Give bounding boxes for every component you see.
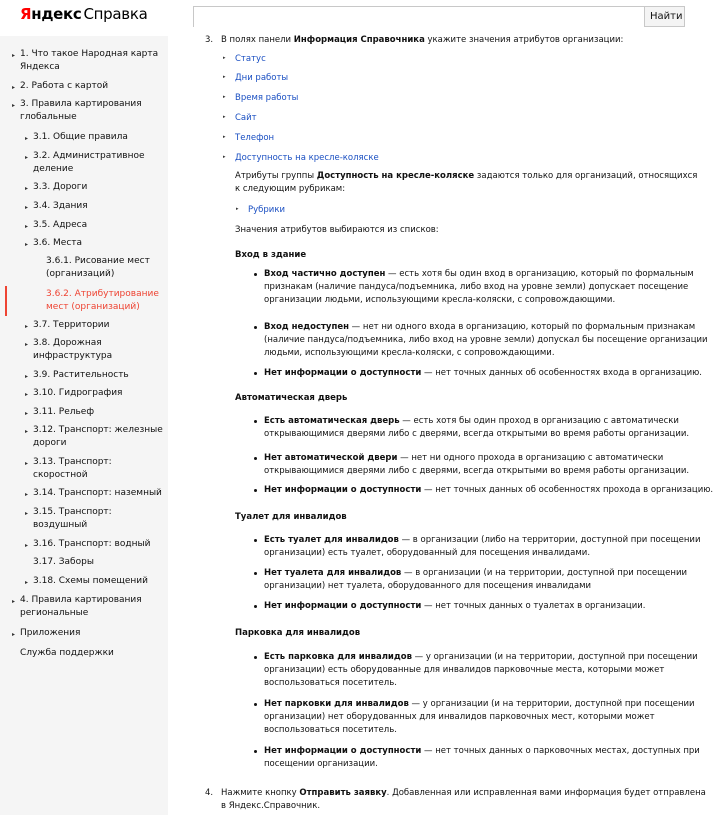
bullet-dot-icon <box>254 656 257 659</box>
expand-arrow-icon[interactable]: ▸ <box>25 510 29 517</box>
bullet-dot-icon <box>254 703 257 706</box>
search-input[interactable] <box>194 9 644 28</box>
step-text: В полях панели Информация Справочника укажите значения атрибутов организации: <box>221 35 624 45</box>
expand-arrow-icon[interactable]: ▸ <box>25 341 29 348</box>
option-description: признакам (наличие пандуса/подъемника, либо вход на уровне земли) допускает посещение <box>264 282 689 292</box>
sidebar-item[interactable] <box>12 48 159 74</box>
sidebar-item[interactable] <box>12 80 109 93</box>
attribute-link[interactable]: Время работы <box>235 93 299 103</box>
expand-arrow-icon[interactable]: ▸ <box>25 579 29 586</box>
sidebar-item-label-cont: воздушный <box>33 520 88 530</box>
sidebar-item-label: 1. Что такое Народная карта <box>20 49 159 59</box>
expand-arrow-icon[interactable]: ▸ <box>25 428 29 435</box>
sidebar-item-label: Служба поддержки <box>20 648 114 658</box>
option-description: Есть автоматическая дверь — есть хотя бы один проход в организацию с автоматически <box>264 416 679 426</box>
option-description: открывающимися дверями либо с дверями, всегда открытыми во время работы организации. <box>264 466 690 476</box>
step-text: Нажмите кнопку Отправить заявку. Добавленная или исправленная вами информация будет отправлена <box>221 788 706 798</box>
sidebar-item-label-cont: скоростной <box>33 470 88 480</box>
step-text: в Яндекс.Справочник. <box>221 801 321 811</box>
active-indicator <box>5 286 7 316</box>
sidebar-item[interactable] <box>25 237 83 250</box>
sidebar-item[interactable] <box>25 181 88 194</box>
sidebar-item-label: 3.17. Заборы <box>33 557 94 567</box>
expand-arrow-icon[interactable]: ▸ <box>25 185 29 192</box>
option-description: Есть туалет для инвалидов — в организации (либо на территории, доступной при посещении <box>264 535 701 545</box>
sidebar-item[interactable] <box>25 406 95 419</box>
option-description: Нет туалета для инвалидов — в организации (и на территории, доступной при посещении <box>264 568 687 578</box>
option-description: Нет информации о доступности — нет точных данных об особенностях входа в организацию. <box>264 368 702 378</box>
attribute-link[interactable]: Доступность на кресле-коляске <box>235 153 379 163</box>
sidebar-item-label: 3.5. Адреса <box>33 220 88 230</box>
option-description: организации) нет туалета, оборудованного для посещения инвалидами <box>264 581 592 591</box>
sidebar-item-label: 3.6. Места <box>33 238 83 248</box>
option-description: воспользоваться посетитель. <box>264 678 397 688</box>
sidebar-item-label-cont: деление <box>33 164 74 174</box>
option-description: Есть парковка для инвалидов — у организации (и на территории, доступной при посещении <box>264 652 698 662</box>
sidebar-item-label-cont: (организаций) <box>46 269 115 279</box>
search-box[interactable] <box>193 6 645 27</box>
option-description: Вход недоступен — нет ни одного входа в организацию, который по формальным признакам <box>264 322 696 332</box>
yandex-help-logo[interactable] <box>20 5 148 23</box>
header <box>0 0 683 32</box>
option-description: (наличие пандуса/подъемника, либо вход на уровне земли) допускал бы посещение организации <box>264 335 708 345</box>
list-bullet-icon: ▸ <box>223 74 226 80</box>
sidebar-nav <box>0 36 168 815</box>
sidebar-item[interactable] <box>25 337 113 363</box>
sidebar-item[interactable] <box>25 487 162 500</box>
list-bullet-icon: ▸ <box>236 206 239 212</box>
section-title: Вход в здание <box>235 250 307 260</box>
sidebar-item[interactable] <box>25 369 129 382</box>
option-description: людьми, использующими кресла-коляски, с сопровождающими. <box>264 348 555 358</box>
rubrics-link[interactable]: Рубрики <box>248 205 285 215</box>
attribute-link[interactable]: Дни работы <box>235 73 289 83</box>
bullet-dot-icon <box>254 489 257 492</box>
bullet-dot-icon <box>254 457 257 460</box>
expand-arrow-icon[interactable]: ▸ <box>25 135 29 142</box>
sidebar-item-label: 3.2. Административное <box>33 151 145 161</box>
sidebar-item[interactable] <box>20 647 114 660</box>
sidebar-item[interactable] <box>25 575 148 588</box>
attribute-link[interactable]: Статус <box>235 54 266 64</box>
expand-arrow-icon[interactable]: ▸ <box>25 373 29 380</box>
bullet-dot-icon <box>254 273 257 276</box>
option-description: воспользоваться посетитель. <box>264 725 397 735</box>
section-title: Автоматическая дверь <box>235 393 348 403</box>
section-title: Туалет для инвалидов <box>235 512 347 522</box>
expand-arrow-icon[interactable]: ▸ <box>25 223 29 230</box>
sidebar-item-label-cont: Яндекса <box>20 62 60 72</box>
sidebar-item-label: 4. Правила картирования <box>20 595 142 605</box>
logo-brand: Яндекс <box>20 5 82 23</box>
option-description: организации людьми, использующими кресла-коляски, с сопровождающими. <box>264 295 616 305</box>
sidebar-item-label: 3. Правила картирования <box>20 99 142 109</box>
bullet-dot-icon <box>254 326 257 329</box>
sidebar-item-label: Приложения <box>20 628 81 638</box>
sidebar-item-label: 3.3. Дороги <box>33 182 88 192</box>
group-note: Атрибуты группы Доступность на кресле-коляске задаются только для организаций, относящихся <box>235 171 698 181</box>
list-bullet-icon: ▸ <box>223 134 226 140</box>
sidebar-item[interactable] <box>46 288 159 314</box>
sidebar-item-label: 3.7. Территории <box>33 320 110 330</box>
expand-arrow-icon[interactable]: ▸ <box>25 410 29 417</box>
bullet-dot-icon <box>254 420 257 423</box>
group-note: к следующим рубрикам: <box>235 184 346 194</box>
option-description: Вход частично доступен — есть хотя бы один вход в организацию, который по формальным <box>264 269 694 279</box>
sidebar-item-label: 3.12. Транспорт: железные <box>33 425 163 435</box>
option-description: Нет парковки для инвалидов — у организации (и на территории, доступной при посещении <box>264 699 695 709</box>
values-note: Значения атрибутов выбираются из списков: <box>235 225 439 235</box>
sidebar-item-label: 3.1. Общие правила <box>33 132 128 142</box>
bullet-dot-icon <box>254 750 257 753</box>
sidebar-item-label: 3.11. Рельеф <box>33 407 95 417</box>
list-bullet-icon: ▸ <box>223 55 226 61</box>
sidebar-item-label: 3.13. Транспорт: <box>33 457 112 467</box>
sidebar-item-label: 2. Работа с картой <box>20 81 109 91</box>
expand-arrow-icon[interactable]: ▸ <box>25 323 29 330</box>
attribute-link[interactable]: Сайт <box>235 113 257 123</box>
sidebar-item-label: 3.14. Транспорт: наземный <box>33 488 162 498</box>
bullet-dot-icon <box>254 372 257 375</box>
sidebar-item-label-cont: дороги <box>33 438 67 448</box>
expand-arrow-icon[interactable]: ▸ <box>12 598 16 605</box>
expand-arrow-icon[interactable]: ▸ <box>25 542 29 549</box>
expand-arrow-icon[interactable]: ▸ <box>12 84 16 91</box>
sidebar-item[interactable] <box>12 98 142 124</box>
option-description: Нет информации о доступности — нет точных данных о туалетах в организации. <box>264 601 646 611</box>
sidebar-item-label-cont: мест (организаций) <box>46 302 140 312</box>
sidebar-item-label: 3.18. Схемы помещений <box>33 576 148 586</box>
logo-product: Справка <box>83 5 148 23</box>
sidebar-item-label: 3.16. Транспорт: водный <box>33 539 151 549</box>
expand-arrow-icon[interactable]: ▸ <box>25 241 29 248</box>
sidebar-item[interactable] <box>12 594 142 620</box>
expand-arrow-icon[interactable]: ▸ <box>12 631 16 638</box>
sidebar-item[interactable] <box>25 424 163 450</box>
expand-arrow-icon[interactable]: ▸ <box>25 491 29 498</box>
expand-arrow-icon[interactable]: ▸ <box>12 102 16 109</box>
sidebar-item-label-cont: региональные <box>20 608 89 618</box>
step-number: 4. <box>205 788 214 798</box>
sidebar-item[interactable] <box>25 219 88 232</box>
option-description: Нет автоматической двери — нет ни одного прохода в организацию с автоматически <box>264 453 664 463</box>
sidebar-item[interactable] <box>25 319 110 332</box>
sidebar-item[interactable] <box>12 627 81 640</box>
option-description: открывающимися дверями либо с дверями, всегда открытыми во время работы организации. <box>264 429 690 439</box>
option-description: Нет информации о доступности — нет точных данных об особенностях прохода в организацию. <box>264 485 713 495</box>
sidebar-item-label: 3.15. Транспорт: <box>33 507 112 517</box>
sidebar-item-label: 3.9. Растительность <box>33 370 129 380</box>
option-description: организации) есть оборудованные для инвалидов парковочные места, которыми может <box>264 665 665 675</box>
sidebar-item-label-cont: глобальные <box>20 112 77 122</box>
sidebar-item[interactable] <box>25 200 88 213</box>
sidebar-item-label: 3.6.1. Рисование мест <box>46 256 150 266</box>
sidebar-item[interactable] <box>25 456 112 482</box>
sidebar-item[interactable] <box>25 150 145 176</box>
sidebar-item[interactable] <box>25 387 123 400</box>
list-bullet-icon: ▸ <box>223 114 226 120</box>
sidebar-item[interactable] <box>25 538 151 551</box>
option-description: посещении организации. <box>264 759 378 769</box>
expand-arrow-icon[interactable]: ▸ <box>12 52 16 59</box>
sidebar-item-label: 3.6.2. Атрибутирование <box>46 289 159 299</box>
bullet-dot-icon <box>254 572 257 575</box>
sidebar-item[interactable] <box>46 255 150 281</box>
sidebar-item-label: 3.10. Гидрография <box>33 388 123 398</box>
sidebar-item[interactable] <box>33 556 94 569</box>
bullet-dot-icon <box>254 605 257 608</box>
sidebar-item-label: 3.4. Здания <box>33 201 88 211</box>
expand-arrow-icon[interactable]: ▸ <box>25 154 29 161</box>
search-button[interactable]: Найти <box>645 6 685 27</box>
list-bullet-icon: ▸ <box>223 154 226 160</box>
expand-arrow-icon[interactable]: ▸ <box>25 460 29 467</box>
list-bullet-icon: ▸ <box>223 94 226 100</box>
sidebar-item-label-cont: инфраструктура <box>33 351 113 361</box>
sidebar-item-label: 3.8. Дорожная <box>33 338 102 348</box>
section-title: Парковка для инвалидов <box>235 628 361 638</box>
option-description: организации) нет оборудованных для инвалидов парковочных мест, которыми может <box>264 712 655 722</box>
sidebar-item[interactable] <box>25 131 128 144</box>
option-description: организации) есть туалет, оборудованный для посещения инвалидами. <box>264 548 591 558</box>
option-description: Нет информации о доступности — нет точных данных о парковочных местах, доступных при <box>264 746 700 756</box>
step-number: 3. <box>205 35 214 45</box>
attribute-link[interactable]: Телефон <box>235 133 275 143</box>
expand-arrow-icon[interactable]: ▸ <box>25 204 29 211</box>
expand-arrow-icon[interactable]: ▸ <box>25 391 29 398</box>
bullet-dot-icon <box>254 539 257 542</box>
main-content <box>175 32 713 815</box>
sidebar-item[interactable] <box>25 506 112 532</box>
